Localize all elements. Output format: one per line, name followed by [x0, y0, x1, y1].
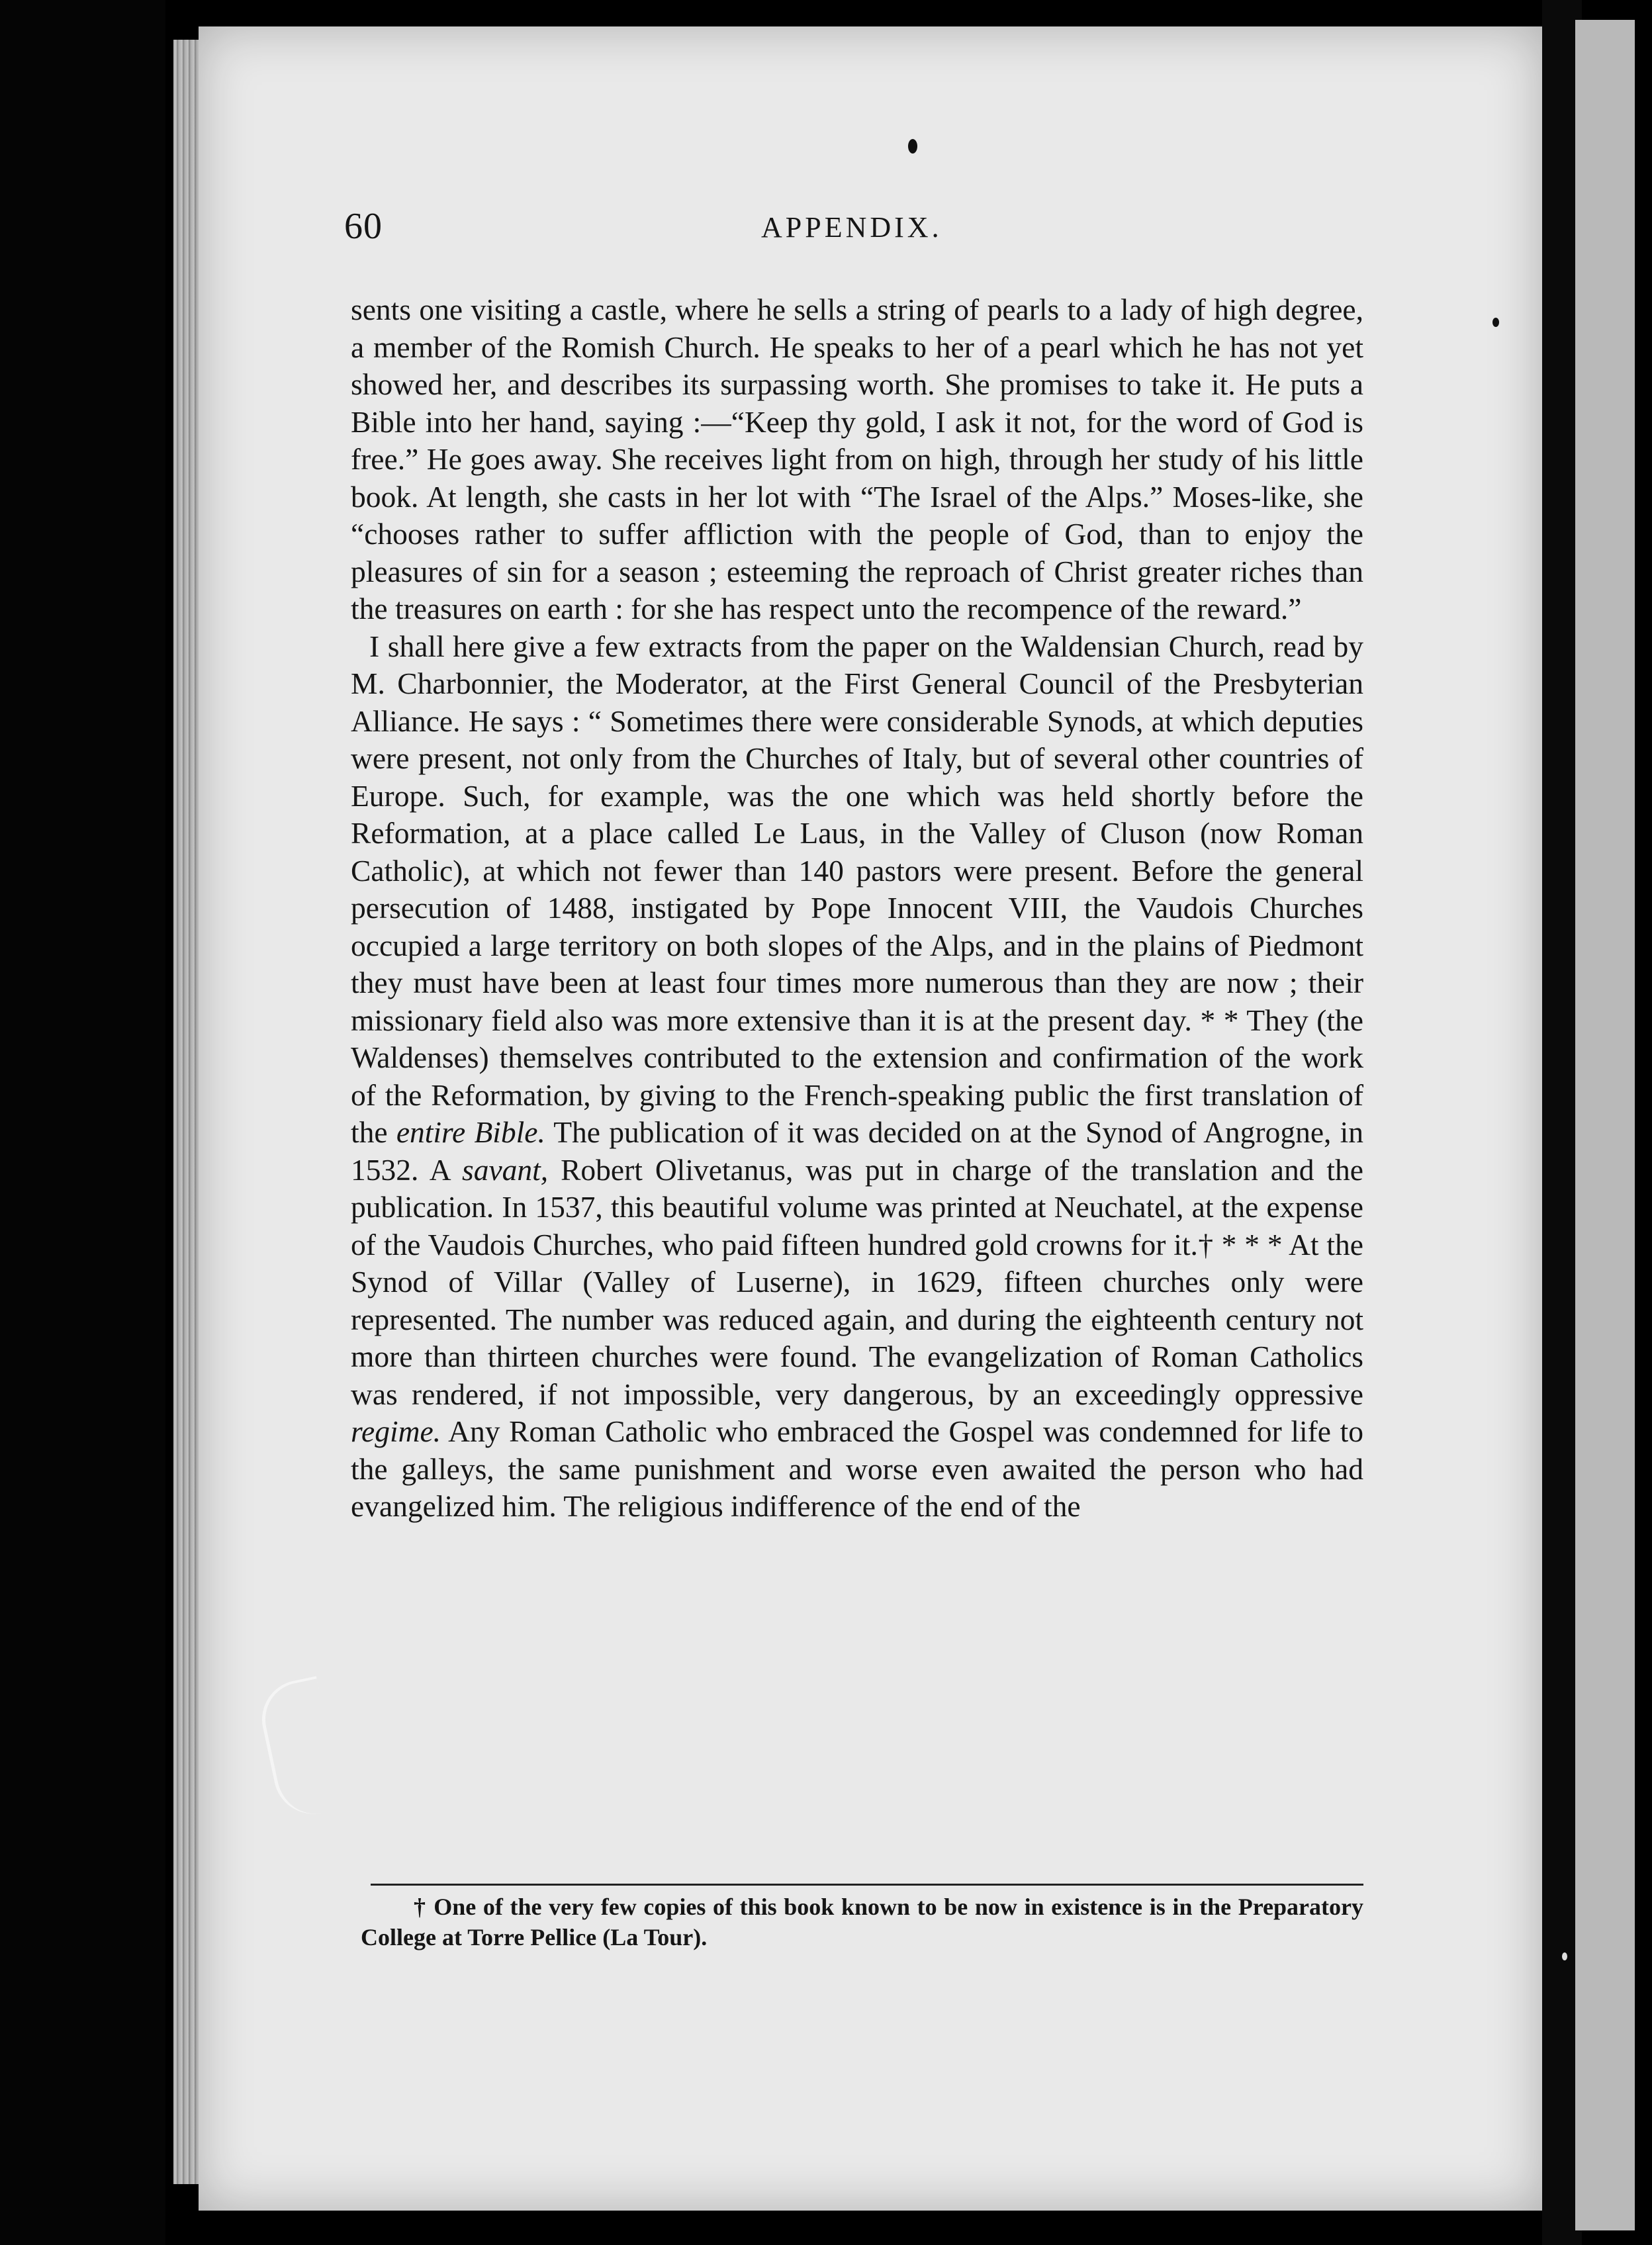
- text-run: Any Roman Catholic who embraced the Gospel was condemned for life to the galleys, the same punishment and worse even awaited the person who had evangelized him. The religious indifference of the end of the: [351, 1414, 1363, 1523]
- italic-text: regime.: [351, 1414, 441, 1448]
- paragraph: [351, 628, 1363, 1526]
- text-run: The publication of it was decided on at the Synod of Angrogne, in 1532. A: [351, 1115, 1364, 1187]
- text-run: Robert Olivetanus, was put in charge of the translation and the publication. In 1537, this beautiful volume was printed at Neuchatel, at the expense of the Vaudois Churches, who paid fifteen hundred gold crowns for it.† * * * At the Synod of Villar (Valley of Luserne), in 1629, fifteen churches only were represented. The number was reduced again, and during the eighteenth century not more than thirteen churches were found. The evangelization of Roman Catholics was rendered, if not impossible, very dangerous, by an exceedingly oppressive: [351, 1152, 1363, 1411]
- scan-speck: [1492, 318, 1499, 327]
- text-run: I shall here give a few extracts from the paper on the Waldensian Church, read by M. Charbonnier, the Moderator, at the First General Council of the Presbyterian Alliance. He says : “ Sometimes there were considerable Synods, at which deputies were present, not only from the Churches of Italy, but of several other countries of Europe. Such, for example, was the one which was held shortly before the Reformation, at a place called Le Laus, in the Valley of Cluson (now Roman Catholic), at which not fewer than 140 pastors were present. Before the general persecution of 1488, instigated by Pope Innocent VIII, the Vaudois Churches occupied a large territory on both slopes of the Alps, and in the plains of Piedmont they must have been at least four times more numerous than they are now ; their missionary field also was more extensive than it is at the present day. * * They (the Waldenses) themselves contributed to the extension and confirmation of the work of the Reformation, by giving to the French-speaking public the first translation of the: [351, 629, 1363, 1149]
- body-text: [351, 291, 1363, 1526]
- scan-border-right: [1635, 0, 1652, 2245]
- running-title: APPENDIX.: [761, 211, 942, 244]
- italic-text: savant,: [462, 1152, 549, 1187]
- ink-spot: [908, 139, 917, 154]
- footnote-rule: [371, 1884, 1363, 1886]
- paragraph: sents one visiting a castle, where he sells a string of pearls to a lady of high degree, a member of the Romish Church. He speaks to her of a pearl which he has not yet showed her, and describes its surpassing worth. She promises to take it. He puts a Bible into her hand, saying :—“Keep thy gold, I ask it not, for the word of God is free.” He goes away. She receives light from on high, through her study of his little book. At length, she casts in her lot with “The Israel of the Alps.” Moses-like, she “chooses rather to suffer affliction with the people of God, than to enjoy the pleasures of sin for a season ; esteeming the reproach of Christ greater riches than the treasures on earth : for she has respect unto the recompence of the reward.”: [351, 293, 1363, 625]
- running-head: [344, 205, 1363, 258]
- footnote: † One of the very few copies of this book known to be now in existence is in the Preparatory College at Torre Pellice (La Tour).: [361, 1894, 1363, 1950]
- italic-text: entire Bible.: [396, 1115, 545, 1149]
- scan-speck: [1562, 1952, 1567, 1960]
- facing-page-edge: [1575, 20, 1635, 2230]
- scan-border-left: [0, 0, 165, 2245]
- page-number: 60: [344, 206, 383, 247]
